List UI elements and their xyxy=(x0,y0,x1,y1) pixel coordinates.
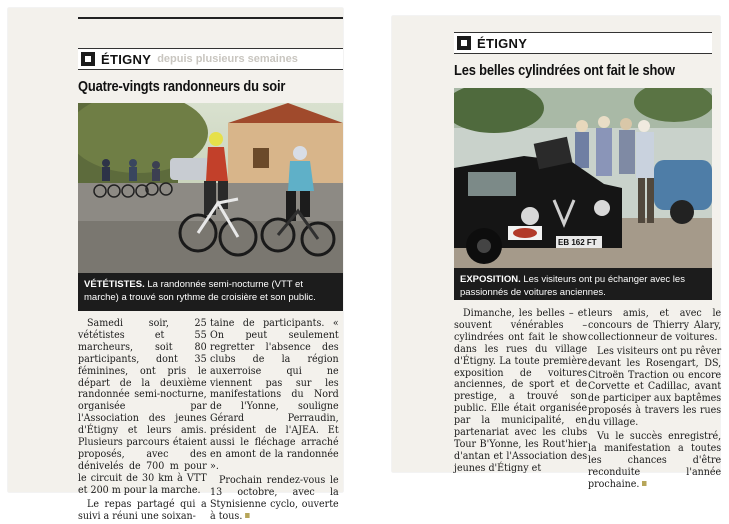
right-article-clipping xyxy=(392,16,722,490)
right-section-header xyxy=(454,32,712,54)
left-headline: Quatre-vingts randonneurs du soir xyxy=(78,78,286,95)
left-section-label: ÉTIGNY xyxy=(101,51,152,67)
paragraph: Les visiteurs ont pu rêver devant les Rosengart, DS, Citroën Traction ou encore Corvette et Cadillac, avant de participer aux baptêmes proposés à travers les rues du village. xyxy=(588,344,722,429)
right-photo-caption xyxy=(454,268,712,300)
paragraph xyxy=(588,431,721,491)
license-plate-text: EB 162 FT xyxy=(558,238,597,247)
bleed-through-text: depuis plusieurs semaines xyxy=(157,53,298,65)
right-caption-lead: EXPOSITION. xyxy=(460,274,521,285)
paragraph: taine de participants. « On peut seulement regretter l'absence des clubs de la région auxerroise qui ne viennent pas sur les manifestations du Nord de l'Yonne, souligne Gérard Perraudin, président de l'AJEA. Et aussi le fléchage arraché en amont de la randonnée ». xyxy=(210,317,339,472)
section-square-icon xyxy=(81,52,95,66)
right-article-column-2 xyxy=(588,308,721,493)
section-square-icon xyxy=(457,36,471,50)
end-of-article-mark xyxy=(245,513,250,518)
left-article-column-1 xyxy=(78,318,207,524)
right-headline: Les belles cylindrées ont fait le show xyxy=(454,62,675,79)
vintage-car-photo-svg xyxy=(454,88,712,268)
closing-text: Prochain rendez-vous le 13 octobre, avec la Stynisienne cyclo, ouverte à tous. xyxy=(210,473,339,522)
left-caption-lead: VÉTÉTISTES. xyxy=(84,279,145,290)
end-of-article-mark xyxy=(642,481,647,486)
left-article-column-2 xyxy=(210,318,339,524)
paragraph xyxy=(210,475,339,523)
closing-text: Vu le succès enregistré, la manifestation a toutes les chances d'être reconduite l'année prochaine. xyxy=(588,430,722,490)
left-article-clipping xyxy=(8,8,343,522)
left-photo-caption xyxy=(78,273,343,311)
paragraph: leurs amis, et avec le concours de Thierry Alary, collectionneur de voitures. xyxy=(588,307,722,343)
right-section-label: ÉTIGNY xyxy=(477,35,528,51)
top-rule xyxy=(78,17,343,19)
paragraph: Dimanche, les belles – et souvent vénérables – cylindrées ont fait le show dans les rues du village d'Étigny. La toute première exposition de voitures anciennes, de sport et de prestige, a trouvé son public. Elle était organisée par la municipalité, en partenariat avec les clubs Tour B'Yonne, les Rout'hier d'antan et l'Association des jeunes d'Étigny et xyxy=(454,307,588,474)
paragraph: Le repas partagé qui a suivi a réuni une soixan- xyxy=(78,497,207,522)
right-caption-text: Les visiteurs ont pu échanger avec les passionnés de voitures anciennes. xyxy=(460,274,685,298)
left-section-header xyxy=(78,48,343,70)
cyclists-photo xyxy=(78,103,343,273)
cyclists-photo-svg xyxy=(78,103,343,273)
left-caption-text: La randonnée semi-nocturne (VTT et marche) a trouvé son rythme de croisière et son public. xyxy=(84,279,316,303)
vintage-car-photo xyxy=(454,88,712,268)
paragraph: Samedi soir, 25 vététistes et 55 marcheurs, soit 80 participants, dont 35 féminines, ont pris le départ de la deuxième randonnée semi-nocturne, organisée par l'Association des jeunes d'Étigny et leurs amis. Plusieurs parcours étaient proposés, avec des dénivelés de 700 m pour le circuit de 30 km à VTT et 200 m pour la marche. xyxy=(78,317,207,496)
right-article-column-1 xyxy=(454,308,587,477)
